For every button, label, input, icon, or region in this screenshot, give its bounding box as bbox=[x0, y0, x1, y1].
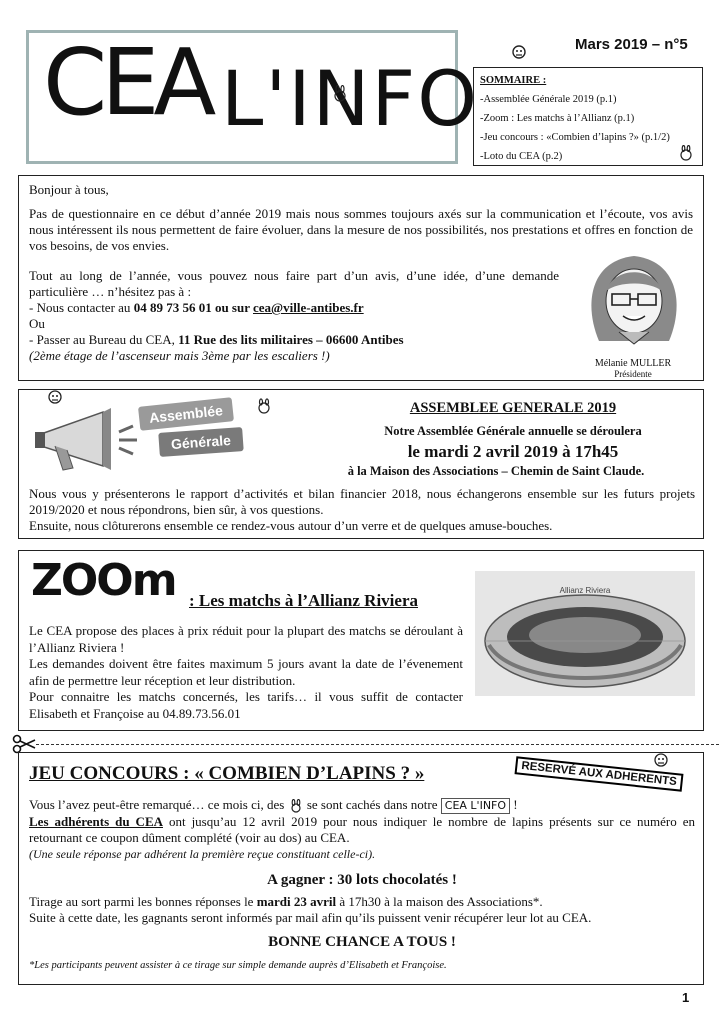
zoom-section bbox=[18, 550, 704, 731]
bunny-icon bbox=[255, 398, 273, 414]
assemblee-text bbox=[29, 486, 695, 534]
concours-note: (Une seule réponse par adhérent la première reçue constituant celle-ci). bbox=[29, 847, 376, 862]
intro-paragraph: Pas de questionnaire en ce début d’année 2019 mais nous sommes toujours axés sur la communication et l’écoute, vos avis nous intéressent ils nous permettent de faire évoluer, dans la mesure de nos possibilités, nos prestations et offres en fonction de vos besoins, de vos envies. bbox=[29, 206, 693, 253]
sommaire-item: -Jeu concours : «Combien d’lapins ?» (p.1/2) bbox=[480, 132, 670, 143]
intro-paragraph: Tout au long de l’année, vous pouvez nous faire part d’un avis, d’une idée, d’une demande particulière … n’hésitez pas à : bbox=[29, 268, 559, 299]
zoom-logo: ZOOm bbox=[31, 555, 176, 606]
assemblee-location: à la Maison des Associations – Chemin de Saint Claude. bbox=[347, 464, 645, 478]
megaphone-icon bbox=[33, 404, 143, 474]
scissors-icon bbox=[12, 734, 36, 754]
draw-date: mardi 23 avril bbox=[256, 894, 337, 910]
concours-text: ont jusqu’au 12 avril 2019 pour nous indiquer le nombre de lapins présents sur ce numéro en retournant ce coupon dûment complété (voir au dos) au CEA. bbox=[29, 814, 695, 846]
stadium-image bbox=[475, 571, 695, 696]
bunny-icon bbox=[678, 145, 694, 161]
email-link[interactable]: cea@ville-antibes.fr bbox=[253, 300, 364, 315]
assemblee-badge bbox=[139, 402, 249, 462]
floor-note: (2ème étage de l’ascenseur mais 3ème par les escaliers !) bbox=[29, 348, 330, 363]
sommaire-box bbox=[473, 67, 703, 166]
badge-line-1: Assemblée bbox=[138, 397, 234, 431]
zoom-title-text: : Les matchs à l’Allianz Riviera bbox=[189, 591, 418, 610]
signature-role: Présidente bbox=[614, 369, 652, 379]
adherents-label: Les adhérents du CEA bbox=[29, 814, 163, 830]
sommaire-item: -Assemblée Générale 2019 (p.1) bbox=[480, 94, 617, 105]
prize-line: A gagner : 30 lots chocolatés ! bbox=[267, 872, 457, 889]
bunny-icon bbox=[331, 85, 349, 103]
phone: 04 89 73 56 01 ou sur bbox=[133, 300, 253, 315]
logo-cea: CEA bbox=[43, 29, 211, 136]
concours-text: se sont cachés dans notre bbox=[303, 797, 441, 812]
sommaire-title: SOMMAIRE : bbox=[480, 75, 547, 86]
intro-section bbox=[18, 175, 704, 381]
concours-text: Vous l’avez peut-être remarqué… ce mois ci, des bbox=[29, 797, 288, 812]
zoom-title bbox=[189, 591, 418, 611]
concours-line bbox=[29, 814, 695, 846]
bureau-prefix: - Passer au Bureau du CEA, bbox=[29, 332, 179, 347]
assemblee-paragraph: Ensuite, nous clôturerons ensemble ce rendez-vous autour d’un verre et de quelques amuse-bouches. bbox=[29, 518, 553, 533]
assemblee-paragraph: Nous vous y présenterons le rapport d’activités et bilan financier 2018, nous échangerons ensemble sur les futurs projets 2019/2020 et nous répondrons, bien sûr, à vos questions. bbox=[29, 486, 695, 517]
mini-logo: CEA L'INFO bbox=[441, 798, 510, 814]
signature bbox=[573, 358, 693, 380]
issue-number: Mars 2019 – n°5 bbox=[575, 36, 688, 53]
sommaire-item: -Zoom : Les matchs à l’Allianz (p.1) bbox=[480, 113, 635, 124]
zoom-paragraph: Pour connaitre les matchs concernés, les tarifs… il vous suffit de contacter Elisabeth et Françoise au 04.89.73.56.01 bbox=[29, 689, 463, 721]
contact-prefix: - Nous contacter au bbox=[29, 300, 134, 315]
bunny-icon bbox=[511, 42, 527, 60]
masthead bbox=[26, 29, 480, 164]
concours-title: JEU CONCOURS : « COMBIEN D’LAPINS ? » bbox=[29, 763, 425, 784]
bunny-icon bbox=[47, 388, 63, 404]
greeting: Bonjour à tous, bbox=[29, 182, 109, 197]
concours-text: ! bbox=[510, 797, 518, 812]
sommaire-item: -Loto du CEA (p.2) bbox=[480, 151, 563, 162]
zoom-paragraph: Le CEA propose des places à prix réduit pour la plupart des matchs se déroulant à l’Allianz Riviera ! bbox=[29, 623, 463, 655]
concours-line: Suite à cette date, les gagnants seront informés par mail afin qu’ils puissent venir récupérer leur lot au CEA. bbox=[29, 910, 592, 926]
luck-line: BONNE CHANCE A TOUS ! bbox=[268, 934, 456, 951]
concours-body bbox=[29, 797, 695, 974]
bunny-icon bbox=[653, 751, 669, 767]
concours-line bbox=[29, 894, 695, 910]
concours-text: à 17h30 à la maison des Associations*. bbox=[336, 894, 543, 910]
page-number: 1 bbox=[682, 990, 690, 1005]
reserve-badge: RESERVÉ AUX ADHERENTS bbox=[515, 756, 684, 791]
address: 11 Rue des lits militaires – 06600 Antibes bbox=[178, 332, 404, 347]
assemblee-title: ASSEMBLEE GENERALE 2019 bbox=[409, 400, 617, 416]
concours-line bbox=[29, 797, 695, 814]
stadium-label: Allianz Riviera bbox=[559, 586, 611, 595]
zoom-paragraph: Les demandes doivent être faites maximum 5 jours avant la date de l’évenement afin de permettre leur réception et leur distribution. bbox=[29, 656, 463, 688]
badge-line-2: Générale bbox=[158, 427, 243, 457]
assemblee-section bbox=[18, 389, 704, 539]
cut-line bbox=[36, 744, 719, 745]
bunny-icon bbox=[288, 799, 304, 813]
signature-name: Mélanie MULLER bbox=[594, 358, 672, 369]
logo-info: L'INFO bbox=[221, 54, 480, 143]
president-avatar bbox=[579, 246, 689, 346]
footnote: *Les participants peuvent assister à ce tirage sur simple demande auprès d’Elisabeth et Françoise. bbox=[29, 960, 447, 972]
concours-text: Tirage au sort parmi les bonnes réponses le bbox=[29, 894, 257, 910]
zoom-text bbox=[29, 623, 463, 722]
concours-section bbox=[18, 752, 704, 985]
assemblee-date: le mardi 2 avril 2019 à 17h45 bbox=[407, 442, 619, 461]
assemblee-line: Notre Assemblée Générale annuelle se déroulera bbox=[384, 424, 642, 438]
or-text: Ou bbox=[29, 316, 45, 331]
